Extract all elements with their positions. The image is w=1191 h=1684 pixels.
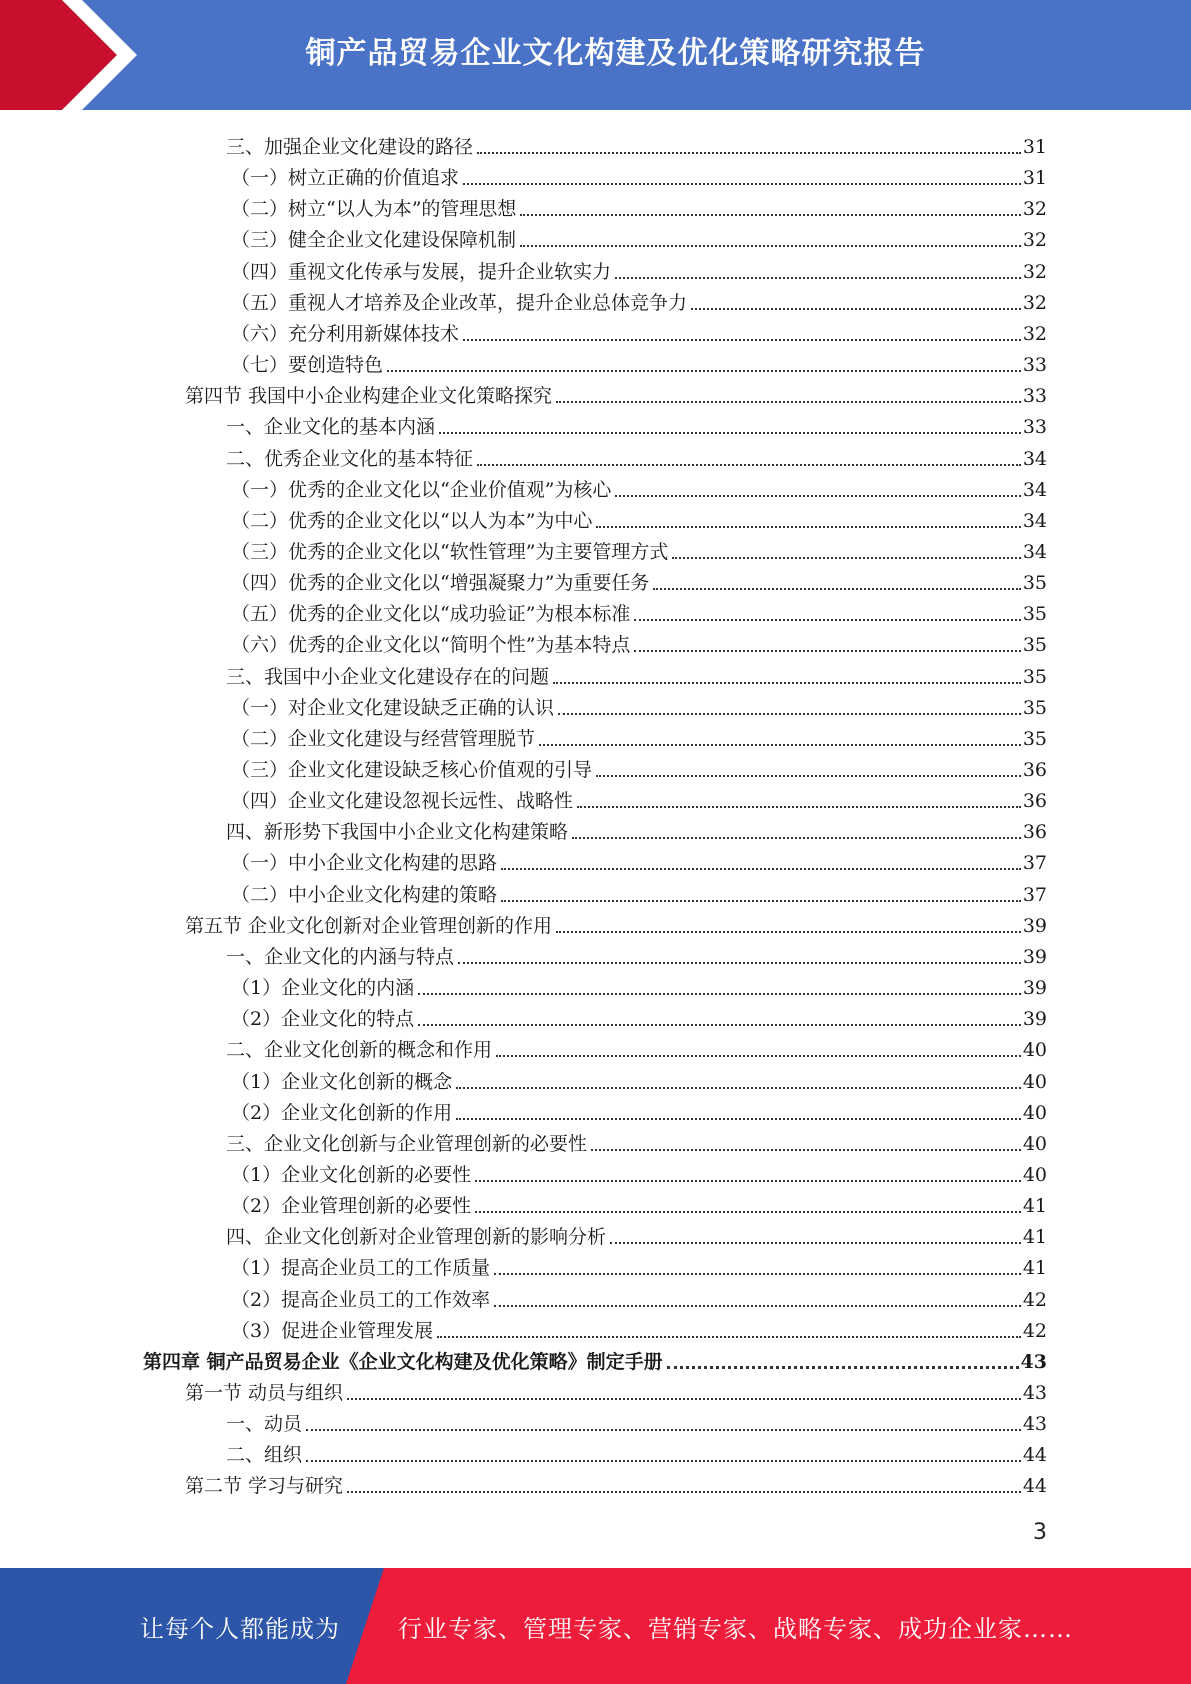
toc-dot-leader	[615, 277, 1021, 279]
toc-entry-page: 36	[1022, 790, 1047, 813]
toc-entry-page: 39	[1022, 977, 1047, 1000]
toc-dot-leader	[494, 1273, 1021, 1275]
toc-entry-label: （四）企业文化建设忽视长远性、战略性	[231, 790, 574, 813]
toc-entry-page: 39	[1022, 914, 1047, 937]
toc-entry-label: （二）企业文化建设与经营管理脱节	[231, 727, 536, 750]
toc-entry[interactable]	[231, 751, 1047, 782]
toc-entry-page: 41	[1022, 1226, 1047, 1249]
toc-entry-page: 31	[1022, 136, 1047, 158]
toc-entry[interactable]	[231, 221, 1047, 252]
toc-entry-label: 三、我国中小企业文化建设存在的问题	[226, 665, 550, 688]
toc-entry[interactable]	[231, 159, 1047, 190]
toc-entry-label: 第一节 动员与组织	[185, 1382, 344, 1404]
toc-entry-label: （1）企业文化创新的概念	[231, 1070, 453, 1093]
toc-entry-page: 31	[1022, 167, 1047, 190]
toc-entry-label: （3）促进企业管理发展	[231, 1319, 434, 1342]
toc-entry-label: （三）优秀的企业文化以“软性管理”为主要管理方式	[231, 540, 669, 563]
toc-entry-label: （一）对企业文化建设缺乏正确的认识	[231, 696, 555, 719]
toc-entry-page: 43	[1020, 1350, 1047, 1373]
toc-entry[interactable]	[226, 408, 1047, 439]
toc-entry-label: 二、企业文化创新的概念和作用	[226, 1039, 493, 1062]
toc-entry[interactable]	[231, 1156, 1047, 1187]
toc-entry[interactable]	[226, 128, 1047, 159]
toc-dot-leader	[496, 1055, 1021, 1057]
toc-entry-page: 35	[1022, 572, 1047, 595]
toc-entry-label: 第四节 我国中小企业构建企业文化策略探究	[185, 385, 553, 408]
toc-entry[interactable]	[231, 1063, 1047, 1094]
toc-entry-page: 42	[1022, 1319, 1047, 1342]
toc-entry-page: 34	[1022, 509, 1047, 532]
toc-entry-label: （三）健全企业文化建设保障机制	[231, 229, 517, 252]
toc-entry[interactable]	[231, 1249, 1047, 1280]
toc-dot-leader	[463, 183, 1021, 185]
toc-entry-page: 37	[1022, 883, 1047, 906]
toc-entry-label: 四、新形势下我国中小企业文化构建策略	[226, 821, 569, 844]
toc-dot-leader	[458, 962, 1021, 964]
toc-entry[interactable]	[231, 1187, 1047, 1218]
toc-dot-leader	[520, 214, 1020, 216]
toc-entry-label: （五）重视人才培养及企业改革，提升企业总体竞争力	[231, 291, 688, 314]
toc-dot-leader	[634, 619, 1020, 621]
footer-slogan-right: 行业专家、管理专家、营销专家、战略专家、成功企业家……	[398, 1614, 1073, 1643]
toc-dot-leader	[477, 152, 1021, 154]
report-title: 铜产品贸易企业文化构建及优化策略研究报告	[305, 36, 926, 71]
toc-entry-label: 第五节 企业文化创新对企业管理创新的作用	[185, 914, 553, 937]
toc-entry-label: （1）企业文化创新的必要性	[231, 1163, 472, 1186]
toc-dot-leader	[691, 308, 1021, 310]
toc-entry-label: （一）树立正确的价值追求	[231, 167, 460, 190]
toc-entry[interactable]	[231, 1312, 1047, 1343]
toc-entry-label: （1）提高企业员工的工作质量	[231, 1257, 491, 1280]
toc-dot-leader	[418, 993, 1021, 995]
toc-entry[interactable]	[226, 658, 1047, 689]
toc-entry-page: 35	[1022, 696, 1047, 719]
toc-dot-leader	[596, 526, 1020, 528]
toc-entry[interactable]	[231, 315, 1047, 346]
toc-entry[interactable]	[231, 844, 1047, 875]
toc-dot-leader	[477, 464, 1021, 466]
toc-entry-page: 33	[1022, 385, 1047, 408]
toc-entry[interactable]	[231, 720, 1047, 751]
toc-entry-page: 33	[1022, 416, 1047, 439]
toc-entry-label: 一、企业文化的内涵与特点	[226, 945, 455, 968]
toc-entry[interactable]	[226, 813, 1047, 844]
toc-dot-leader	[501, 868, 1021, 870]
page-number: 3	[1033, 1520, 1047, 1545]
toc-entry-page: 35	[1022, 665, 1047, 688]
toc-entry-page: 35	[1022, 634, 1047, 657]
toc-entry-label: 一、企业文化的基本内涵	[226, 416, 436, 439]
toc-dot-leader	[347, 1398, 1021, 1400]
toc-dot-leader	[591, 1149, 1021, 1151]
toc-entry-label: （2）提高企业员工的工作效率	[231, 1288, 491, 1311]
toc-entry-page: 32	[1022, 198, 1047, 221]
toc-entry-page: 43	[1022, 1413, 1047, 1436]
toc-dot-leader	[539, 744, 1021, 746]
toc-entry[interactable]	[231, 689, 1047, 720]
toc-entry[interactable]	[231, 471, 1047, 502]
toc-entry[interactable]	[231, 284, 1047, 315]
toc-dot-leader	[634, 650, 1020, 652]
toc-entry[interactable]	[185, 907, 1047, 938]
toc-entry-page: 32	[1022, 260, 1047, 283]
toc-entry-label: （二）优秀的企业文化以“以人为本”为中心	[231, 509, 593, 532]
toc-entry[interactable]	[226, 440, 1047, 471]
toc-entry-label: （四）重视文化传承与发展，提升企业软实力	[231, 260, 612, 283]
toc-dot-leader	[306, 1460, 1021, 1462]
page-footer	[0, 1568, 1191, 1684]
toc-dot-leader	[463, 339, 1021, 341]
toc-entry[interactable]	[231, 502, 1047, 533]
toc-entry[interactable]	[231, 346, 1047, 377]
toc-entry-label: （2）企业文化创新的作用	[231, 1101, 453, 1124]
toc-entry-page: 44	[1022, 1475, 1047, 1498]
toc-dot-leader	[556, 401, 1021, 403]
toc-dot-leader	[418, 1024, 1021, 1026]
toc-dot-leader	[553, 682, 1021, 684]
toc-dot-leader	[672, 557, 1020, 559]
toc-entry-label: （一）中小企业文化构建的思路	[231, 852, 498, 875]
toc-dot-leader	[475, 1180, 1021, 1182]
toc-dot-leader	[306, 1429, 1021, 1431]
toc-entry[interactable]	[231, 533, 1047, 564]
toc-dot-leader	[475, 1211, 1021, 1213]
toc-entry-label: （六）充分利用新媒体技术	[231, 322, 460, 345]
toc-entry-page: 32	[1022, 322, 1047, 345]
toc-dot-leader	[615, 495, 1020, 497]
toc-entry[interactable]	[231, 876, 1047, 907]
toc-entry-page: 37	[1022, 852, 1047, 875]
toc-entry-label: 三、加强企业文化建设的路径	[226, 136, 474, 158]
toc-dot-leader	[653, 588, 1020, 590]
toc-dot-leader	[577, 806, 1021, 808]
toc-entry-label: 一、动员	[226, 1413, 303, 1436]
toc-entry-page: 40	[1022, 1101, 1047, 1124]
toc-entry[interactable]	[231, 782, 1047, 813]
toc-entry-label: （六）优秀的企业文化以“简明个性”为基本特点	[231, 634, 631, 657]
toc-dot-leader	[494, 1305, 1021, 1307]
toc-entry-label: （二）树立“以人为本”的管理思想	[231, 198, 517, 221]
toc-entry[interactable]	[185, 1374, 1047, 1405]
toc-entry[interactable]	[226, 1031, 1047, 1062]
toc-dot-leader	[387, 370, 1021, 372]
toc-entry-page: 40	[1022, 1070, 1047, 1093]
toc-entry-label: （五）优秀的企业文化以“成功验证”为根本标准	[231, 603, 631, 626]
toc-entry[interactable]	[231, 626, 1047, 657]
toc-entry-page: 39	[1022, 945, 1047, 968]
toc-entry-page: 36	[1022, 759, 1047, 781]
toc-entry-page: 40	[1022, 1132, 1047, 1155]
toc-dot-leader	[558, 713, 1021, 715]
toc-entry-label: （三）企业文化建设缺乏核心价值观的引导	[231, 759, 593, 781]
toc-entry[interactable]	[185, 1467, 1047, 1498]
toc-dot-leader	[347, 1491, 1021, 1493]
header-arrow-decoration	[0, 0, 160, 110]
toc-entry[interactable]	[226, 938, 1047, 969]
toc-entry-label: （2）企业文化的特点	[231, 1008, 415, 1031]
toc-entry-page: 44	[1022, 1444, 1047, 1467]
toc-dot-leader	[456, 1118, 1021, 1120]
toc-dot-leader	[610, 1242, 1021, 1244]
toc-entry-page: 40	[1022, 1039, 1047, 1062]
toc-entry-page: 34	[1022, 447, 1047, 470]
toc-entry-label: （四）优秀的企业文化以“增强凝聚力”为重要任务	[231, 572, 650, 595]
toc-entry-page: 41	[1022, 1195, 1047, 1218]
toc-entry[interactable]	[143, 1343, 1047, 1374]
toc-entry-page: 43	[1022, 1382, 1047, 1404]
toc-entry-label: 二、组织	[226, 1444, 303, 1467]
toc-entry[interactable]	[231, 1000, 1047, 1031]
toc-entry-page: 36	[1022, 821, 1047, 844]
toc-entry-page: 40	[1022, 1163, 1047, 1186]
toc-entry-page: 34	[1022, 478, 1047, 501]
toc-entry-label: 三、企业文化创新与企业管理创新的必要性	[226, 1132, 588, 1155]
toc-dot-leader	[501, 900, 1021, 902]
toc-entry[interactable]	[231, 564, 1047, 595]
toc-entry[interactable]	[185, 377, 1047, 408]
footer-slogan-left: 让每个人都能成为	[140, 1614, 340, 1643]
toc-entry-label: （二）中小企业文化构建的策略	[231, 883, 498, 906]
toc-entry[interactable]	[226, 1218, 1047, 1249]
toc-entry-label: 第四章 铜产品贸易企业《企业文化构建及优化策略》制定手册	[143, 1350, 663, 1373]
toc-entry-page: 35	[1022, 727, 1047, 750]
toc-entry-label: 四、企业文化创新对企业管理创新的影响分析	[226, 1226, 607, 1249]
toc-entry-page: 35	[1022, 603, 1047, 626]
toc-dot-leader	[667, 1366, 1019, 1369]
toc-entry-label: （七）要创造特色	[231, 354, 384, 377]
toc-entry-page: 32	[1022, 291, 1047, 314]
toc-dot-leader	[572, 837, 1021, 839]
page-header	[0, 0, 1191, 110]
toc-entry-page: 32	[1022, 229, 1047, 252]
toc-entry-label: （一）优秀的企业文化以“企业价值观”为核心	[231, 478, 612, 501]
toc-entry[interactable]	[231, 1094, 1047, 1125]
toc-entry[interactable]	[231, 595, 1047, 626]
toc-entry-page: 39	[1022, 1008, 1047, 1031]
toc-dot-leader	[439, 432, 1021, 434]
toc-dot-leader	[456, 1087, 1021, 1089]
toc-entry[interactable]	[231, 253, 1047, 284]
toc-entry-page: 34	[1022, 540, 1047, 563]
toc-entry[interactable]	[231, 190, 1047, 221]
toc-entry[interactable]	[226, 1405, 1047, 1436]
toc-entry[interactable]	[231, 969, 1047, 1000]
toc-entry-label: 第二节 学习与研究	[185, 1475, 344, 1498]
toc-dot-leader	[596, 775, 1021, 777]
toc-entry-page: 41	[1022, 1257, 1047, 1280]
toc-entry-page: 33	[1022, 354, 1047, 377]
toc-entry-label: 二、优秀企业文化的基本特征	[226, 447, 474, 470]
toc-entry[interactable]	[226, 1125, 1047, 1156]
toc-dot-leader	[556, 931, 1021, 933]
toc-entry-label: （2）企业管理创新的必要性	[231, 1195, 472, 1218]
toc-dot-leader	[520, 245, 1021, 247]
toc-entry[interactable]	[231, 1281, 1047, 1312]
toc-entry-label: （1）企业文化的内涵	[231, 977, 415, 1000]
toc-entry-page: 42	[1022, 1288, 1047, 1311]
toc-entry[interactable]	[226, 1436, 1047, 1467]
toc-dot-leader	[437, 1336, 1021, 1338]
